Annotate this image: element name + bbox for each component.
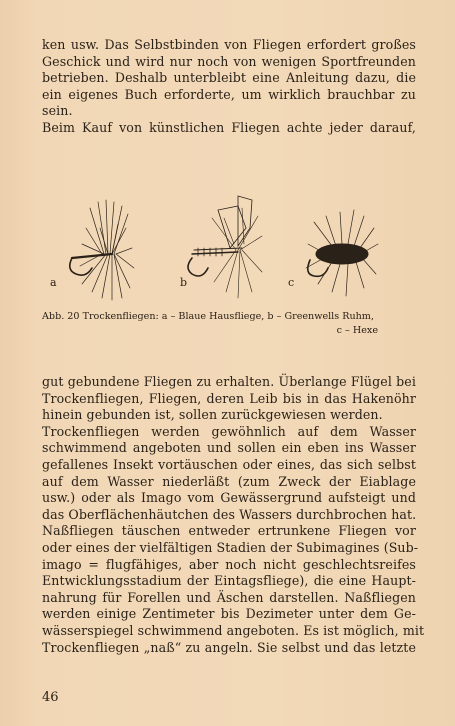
text-line: gefallenes Insekt vortäuschen oder eines, das sich selbst bbox=[42, 456, 416, 472]
text-line: das Oberflächenhäutchen des Wassers durchbrochen hat. bbox=[42, 506, 417, 522]
text-line: Geschick und wird nur noch von wenigen Sportfreunden bbox=[42, 53, 416, 69]
text-line: ken usw. Das Selbstbinden von Fliegen erfordert großes bbox=[42, 37, 416, 52]
text-block-top bbox=[42, 37, 416, 137]
page-number: 46 bbox=[42, 690, 59, 705]
fly-label: c bbox=[288, 276, 295, 289]
text-line: sein. bbox=[42, 103, 73, 119]
text-line: hinein gebunden ist, sollen zurückgewiesen werden. bbox=[42, 407, 383, 423]
text-line: wässerspiegel schwimmend angeboten. Es ist möglich, mit bbox=[42, 622, 425, 638]
text-line: oder eines der vielfältigen Stadien der Subimagines (Sub- bbox=[42, 539, 419, 555]
fly-label: a bbox=[50, 276, 57, 289]
figure-caption bbox=[42, 310, 378, 338]
text-line: schwimmend angeboten und sollen ein eben ins Wasser bbox=[42, 440, 416, 456]
text-line: nahrung für Forellen und Äschen darstellen. Naßfliegen bbox=[42, 589, 416, 605]
text-line: werden einige Zentimeter bis Dezimeter unter dem Ge- bbox=[42, 606, 416, 622]
caption-line: c – Hexe bbox=[336, 325, 378, 336]
text-line: Trockenfliegen, Fliegen, deren Leib bis in das Hakenöhr bbox=[42, 390, 416, 406]
text-line: imago = flugfähiges, aber noch nicht geschlechtsreifes bbox=[42, 556, 416, 572]
text-line: ein eigenes Buch erforderte, um wirklich brauchbar zu bbox=[42, 86, 416, 102]
text-line: betrieben. Deshalb unterbleibt eine Anleitung dazu, die bbox=[42, 70, 416, 86]
fly-illustration bbox=[42, 188, 416, 308]
fly-label: b bbox=[180, 276, 188, 289]
text-line: Naßfliegen täuschen entweder ertrunkene Fliegen vor bbox=[42, 523, 416, 539]
text-line: usw.) oder als Imago vom Gewässergrund aufsteigt und bbox=[42, 490, 416, 506]
text-block-bottom bbox=[42, 374, 425, 656]
text-line: Trockenfliegen werden gewöhnlich auf dem Wasser bbox=[42, 423, 416, 439]
text-line: Trockenfliegen „naß“ zu angeln. Sie selbst und das letzte bbox=[42, 639, 416, 655]
fly-a-drawing bbox=[70, 200, 134, 300]
text-line: Beim Kauf von künstlichen Fliegen achte jeder darauf, bbox=[42, 119, 416, 135]
text-line: auf dem Wasser niederläßt (zum Zweck der Eiablage bbox=[42, 473, 416, 489]
fly-c-drawing bbox=[306, 210, 378, 296]
fly-b-drawing bbox=[188, 196, 262, 298]
text-line: gut gebundene Fliegen zu erhalten. Überlange Flügel bei bbox=[42, 374, 416, 389]
text-line: Entwicklungsstadium der Eintagsfliege), die eine Haupt- bbox=[42, 573, 416, 589]
caption-line: Abb. 20 Trockenfliegen: a – Blaue Hausfliege, b – Greenwells Ruhm, bbox=[42, 311, 374, 322]
